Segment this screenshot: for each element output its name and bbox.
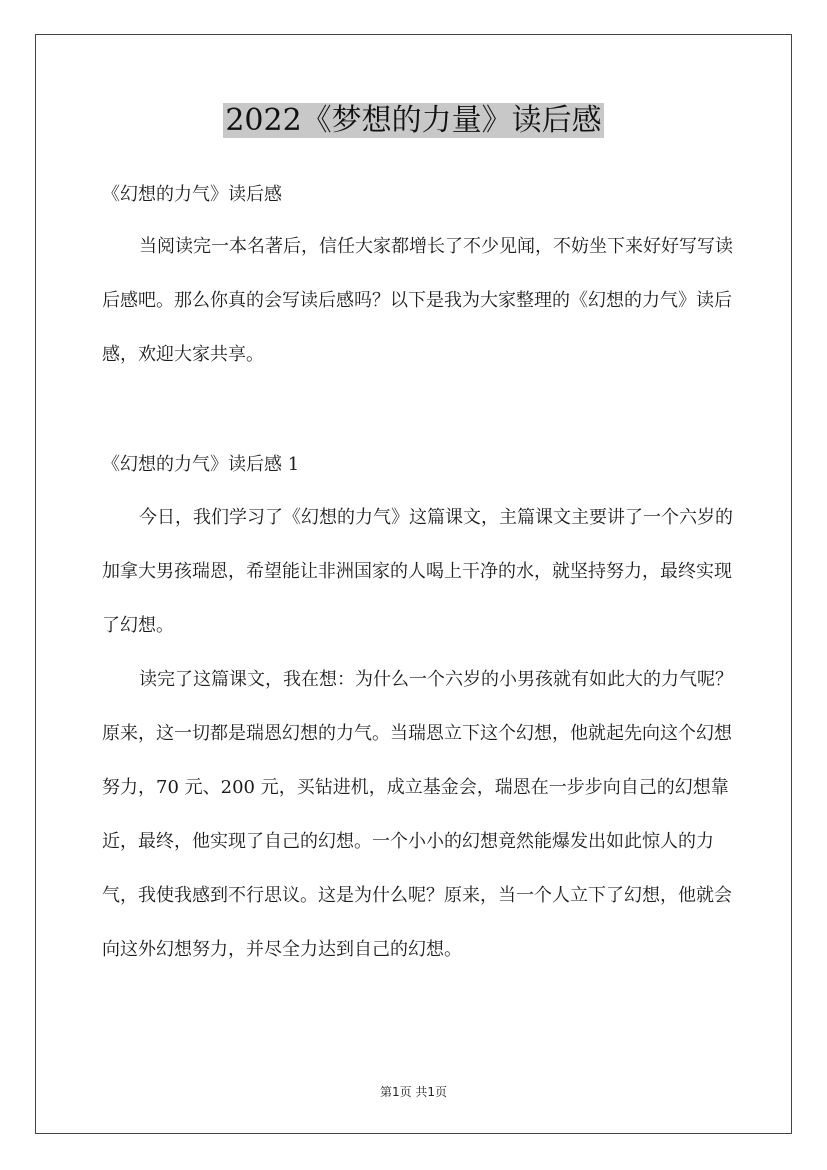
page-footer: 第1页 共1页 <box>379 1085 448 1099</box>
section-paragraph-2: 读完了这篇课文，我在想：为什么一个六岁的小男孩就有如此大的力气呢？原来，这一切都是瑞恩幻想的力气。当瑞恩立下这个幻想，他就起先向这个幻想努力，70 元、200 元，买钻进机，成立基金会，瑞恩在一步步向自己的幻想靠近，最终，他实现了自己的幻想。一个小小的幻想竟然能爆发出如此惊人的力气，我使我感到不行思议。这是为什么呢？原来，当一个人立下了幻想，他就会向这外幻想努力，并尽全力达到自己的幻想。 <box>102 669 733 960</box>
section-title: 《幻想的力气》读后感 1 <box>102 454 300 475</box>
subtitle: 《幻想的力气》读后感 <box>102 184 282 205</box>
document-title <box>0 100 827 142</box>
intro-paragraph: 当阅读完一本名著后，信任大家都增长了不少见闻，不妨坐下来好好写写读后感吧。那么你真的会写读后感吗？以下是我为大家整理的《幻想的力气》读后感，欢迎大家共享。 <box>102 236 733 365</box>
title-text: 2022《梦想的力量》读后感 <box>225 103 602 138</box>
section-paragraph-1: 今日，我们学习了《幻想的力气》这篇课文，主篇课文主要讲了一个六岁的加拿大男孩瑞恩，希望能让非洲国家的人喝上干净的水，就坚持努力，最终实现了幻想。 <box>102 507 733 636</box>
